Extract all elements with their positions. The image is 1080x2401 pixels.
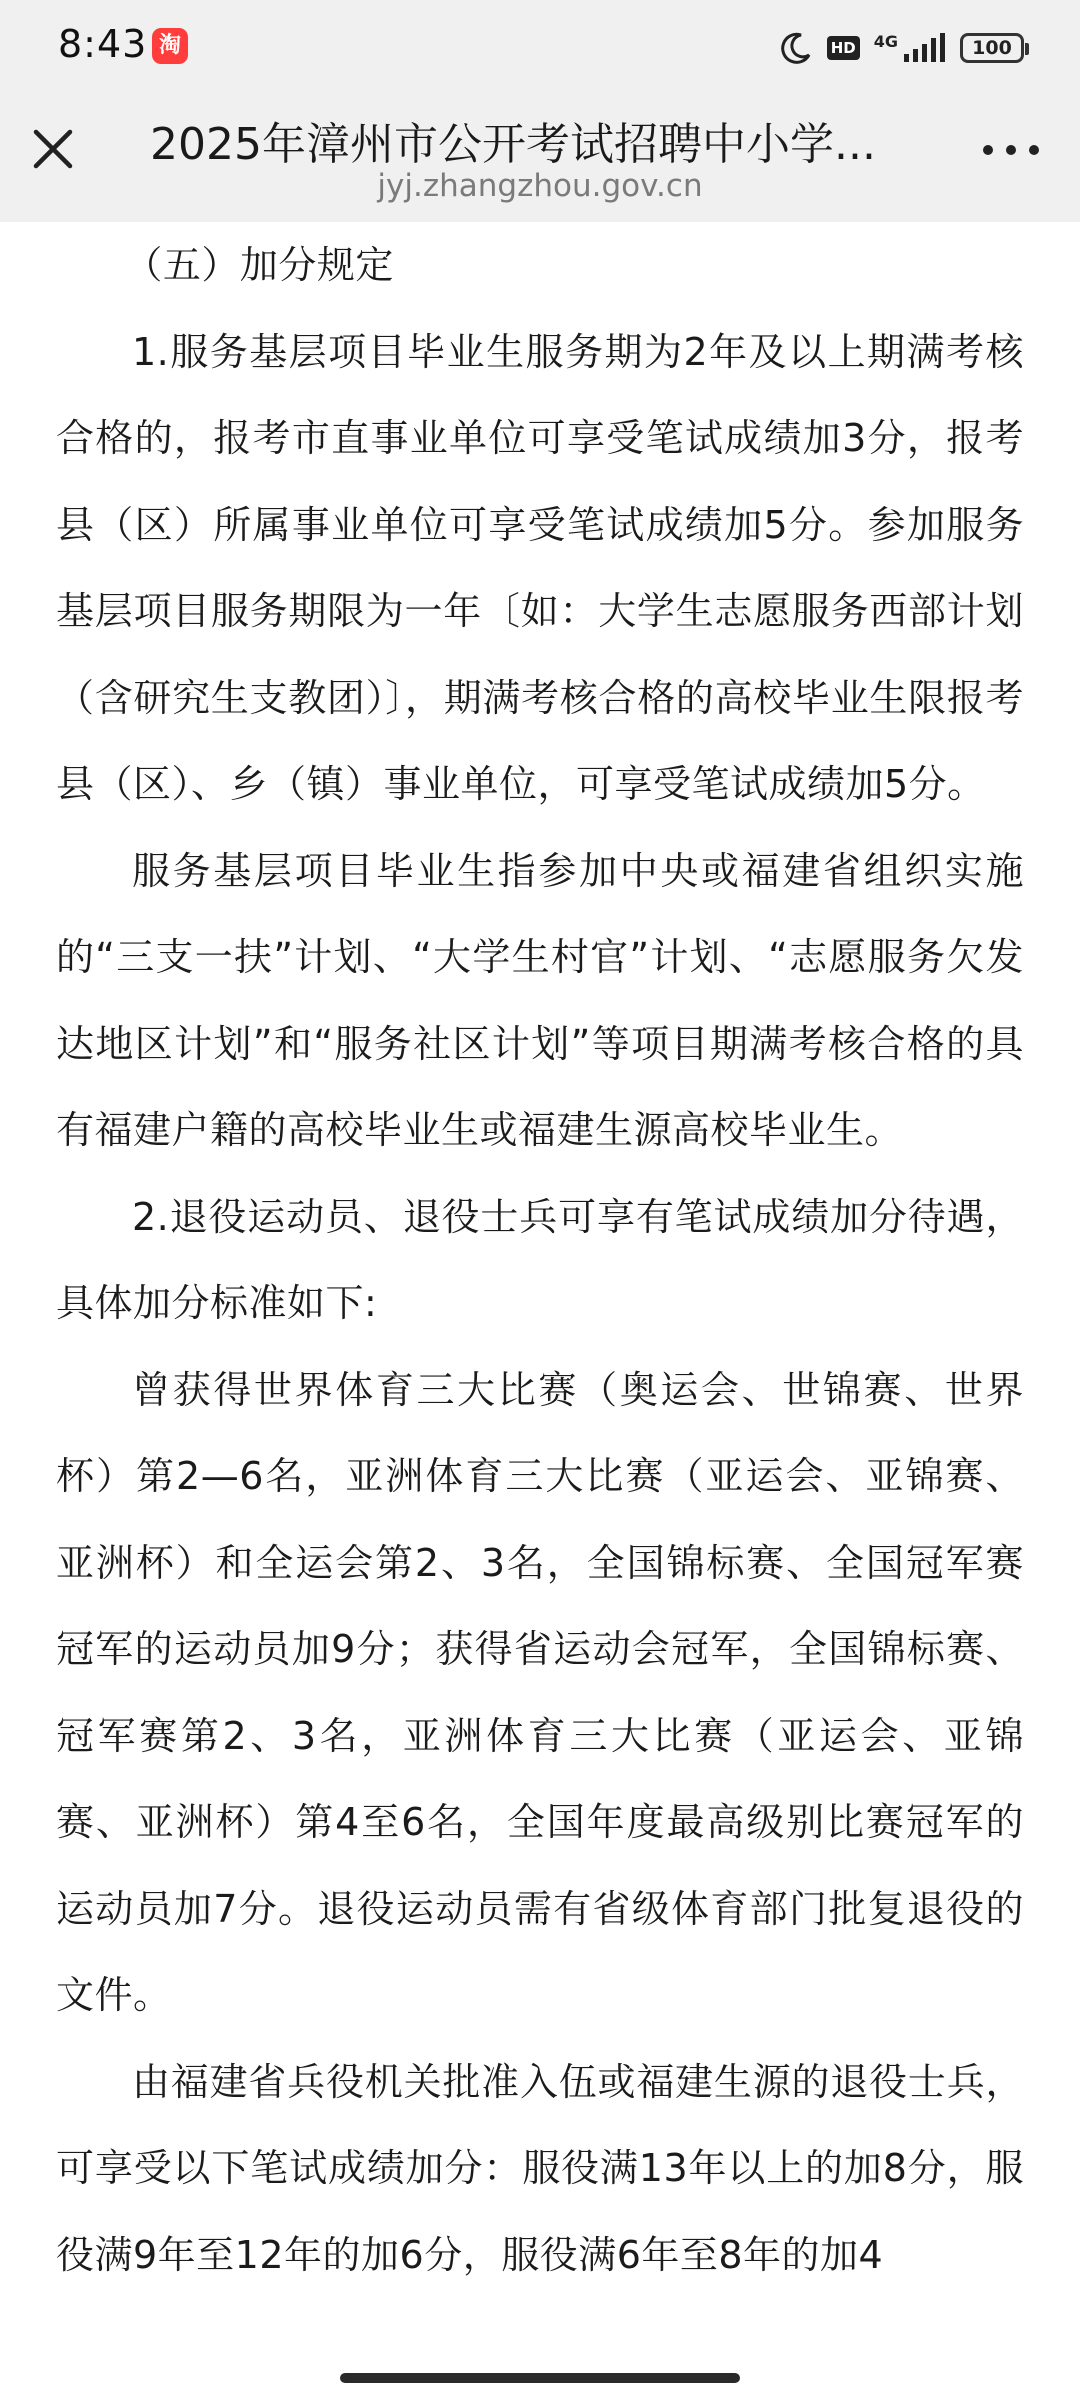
home-indicator[interactable] — [340, 2373, 740, 2383]
status-time: 8:43 — [58, 22, 148, 66]
section-heading: （五）加分规定 — [124, 243, 394, 287]
network-type-label: 4G — [873, 31, 898, 51]
article-content — [56, 222, 1024, 2298]
more-icon — [976, 130, 1046, 170]
signal-icon — [902, 32, 946, 64]
page-url: jyj.zhangzhou.gov.cn — [377, 168, 703, 204]
article-paragraph: 1.服务基层项目毕业生服务期为2年及以上期满考核合格的，报考市直事业单位可享受笔试成绩加3分，报考县（区）所属事业单位可享受笔试成绩加5分。参加服务基层项目服务期限为一年〔如：大学生志愿服务西部计划（含研究生支教团）〕，期满考核合格的高校毕业生限报考县（区）、乡（镇）事业单位，可享受笔试成绩加5分。 — [56, 329, 1024, 806]
article-paragraph: 服务基层项目毕业生指参加中央或福建省组织实施的“三支一扶”计划、“大学生村官”计划、“志愿服务欠发达地区计划”和“服务社区计划”等项目期满考核合格的具有福建户籍的高校毕业生或福建生源高校毕业生。 — [56, 848, 1024, 1152]
article-paragraph: 2.退役运动员、退役士兵可享有笔试成绩加分待遇，具体加分标准如下: — [56, 1194, 1024, 1325]
article-paragraph: 由福建省兵役机关批准入伍或福建生源的退役士兵，可享受以下笔试成绩加分：服役满13年以上的加8分，服役满9年至12年的加6分，服役满6年至8年的加4 — [56, 2059, 1024, 2277]
page-title: 2025年漳州市公开考试招聘中小学... — [150, 119, 876, 170]
hd-badge: HD — [827, 36, 860, 60]
moon-icon — [779, 31, 813, 65]
status-indicators — [779, 24, 1024, 72]
article-paragraph: 曾获得世界体育三大比赛（奥运会、世锦赛、世界杯）第2—6名，亚洲体育三大比赛（亚运会、亚锦赛、亚洲杯）和全运会第2、3名，全国锦标赛、全国冠军赛冠军的运动员加9分；获得省运动会冠军，全国锦标赛、冠军赛第2、3名，亚洲体育三大比赛（亚运会、亚锦赛、亚洲杯）第4至6名，全国年度最高级别比赛冠军的运动员加7分。退役运动员需有省级体育部门批复退役的文件。 — [56, 1367, 1024, 2017]
status-bar — [0, 0, 1080, 96]
taobao-app-icon: 淘 — [152, 28, 188, 64]
battery-icon: 100 — [960, 33, 1024, 63]
browser-title-bar — [0, 96, 1080, 222]
more-button[interactable] — [976, 130, 1046, 170]
